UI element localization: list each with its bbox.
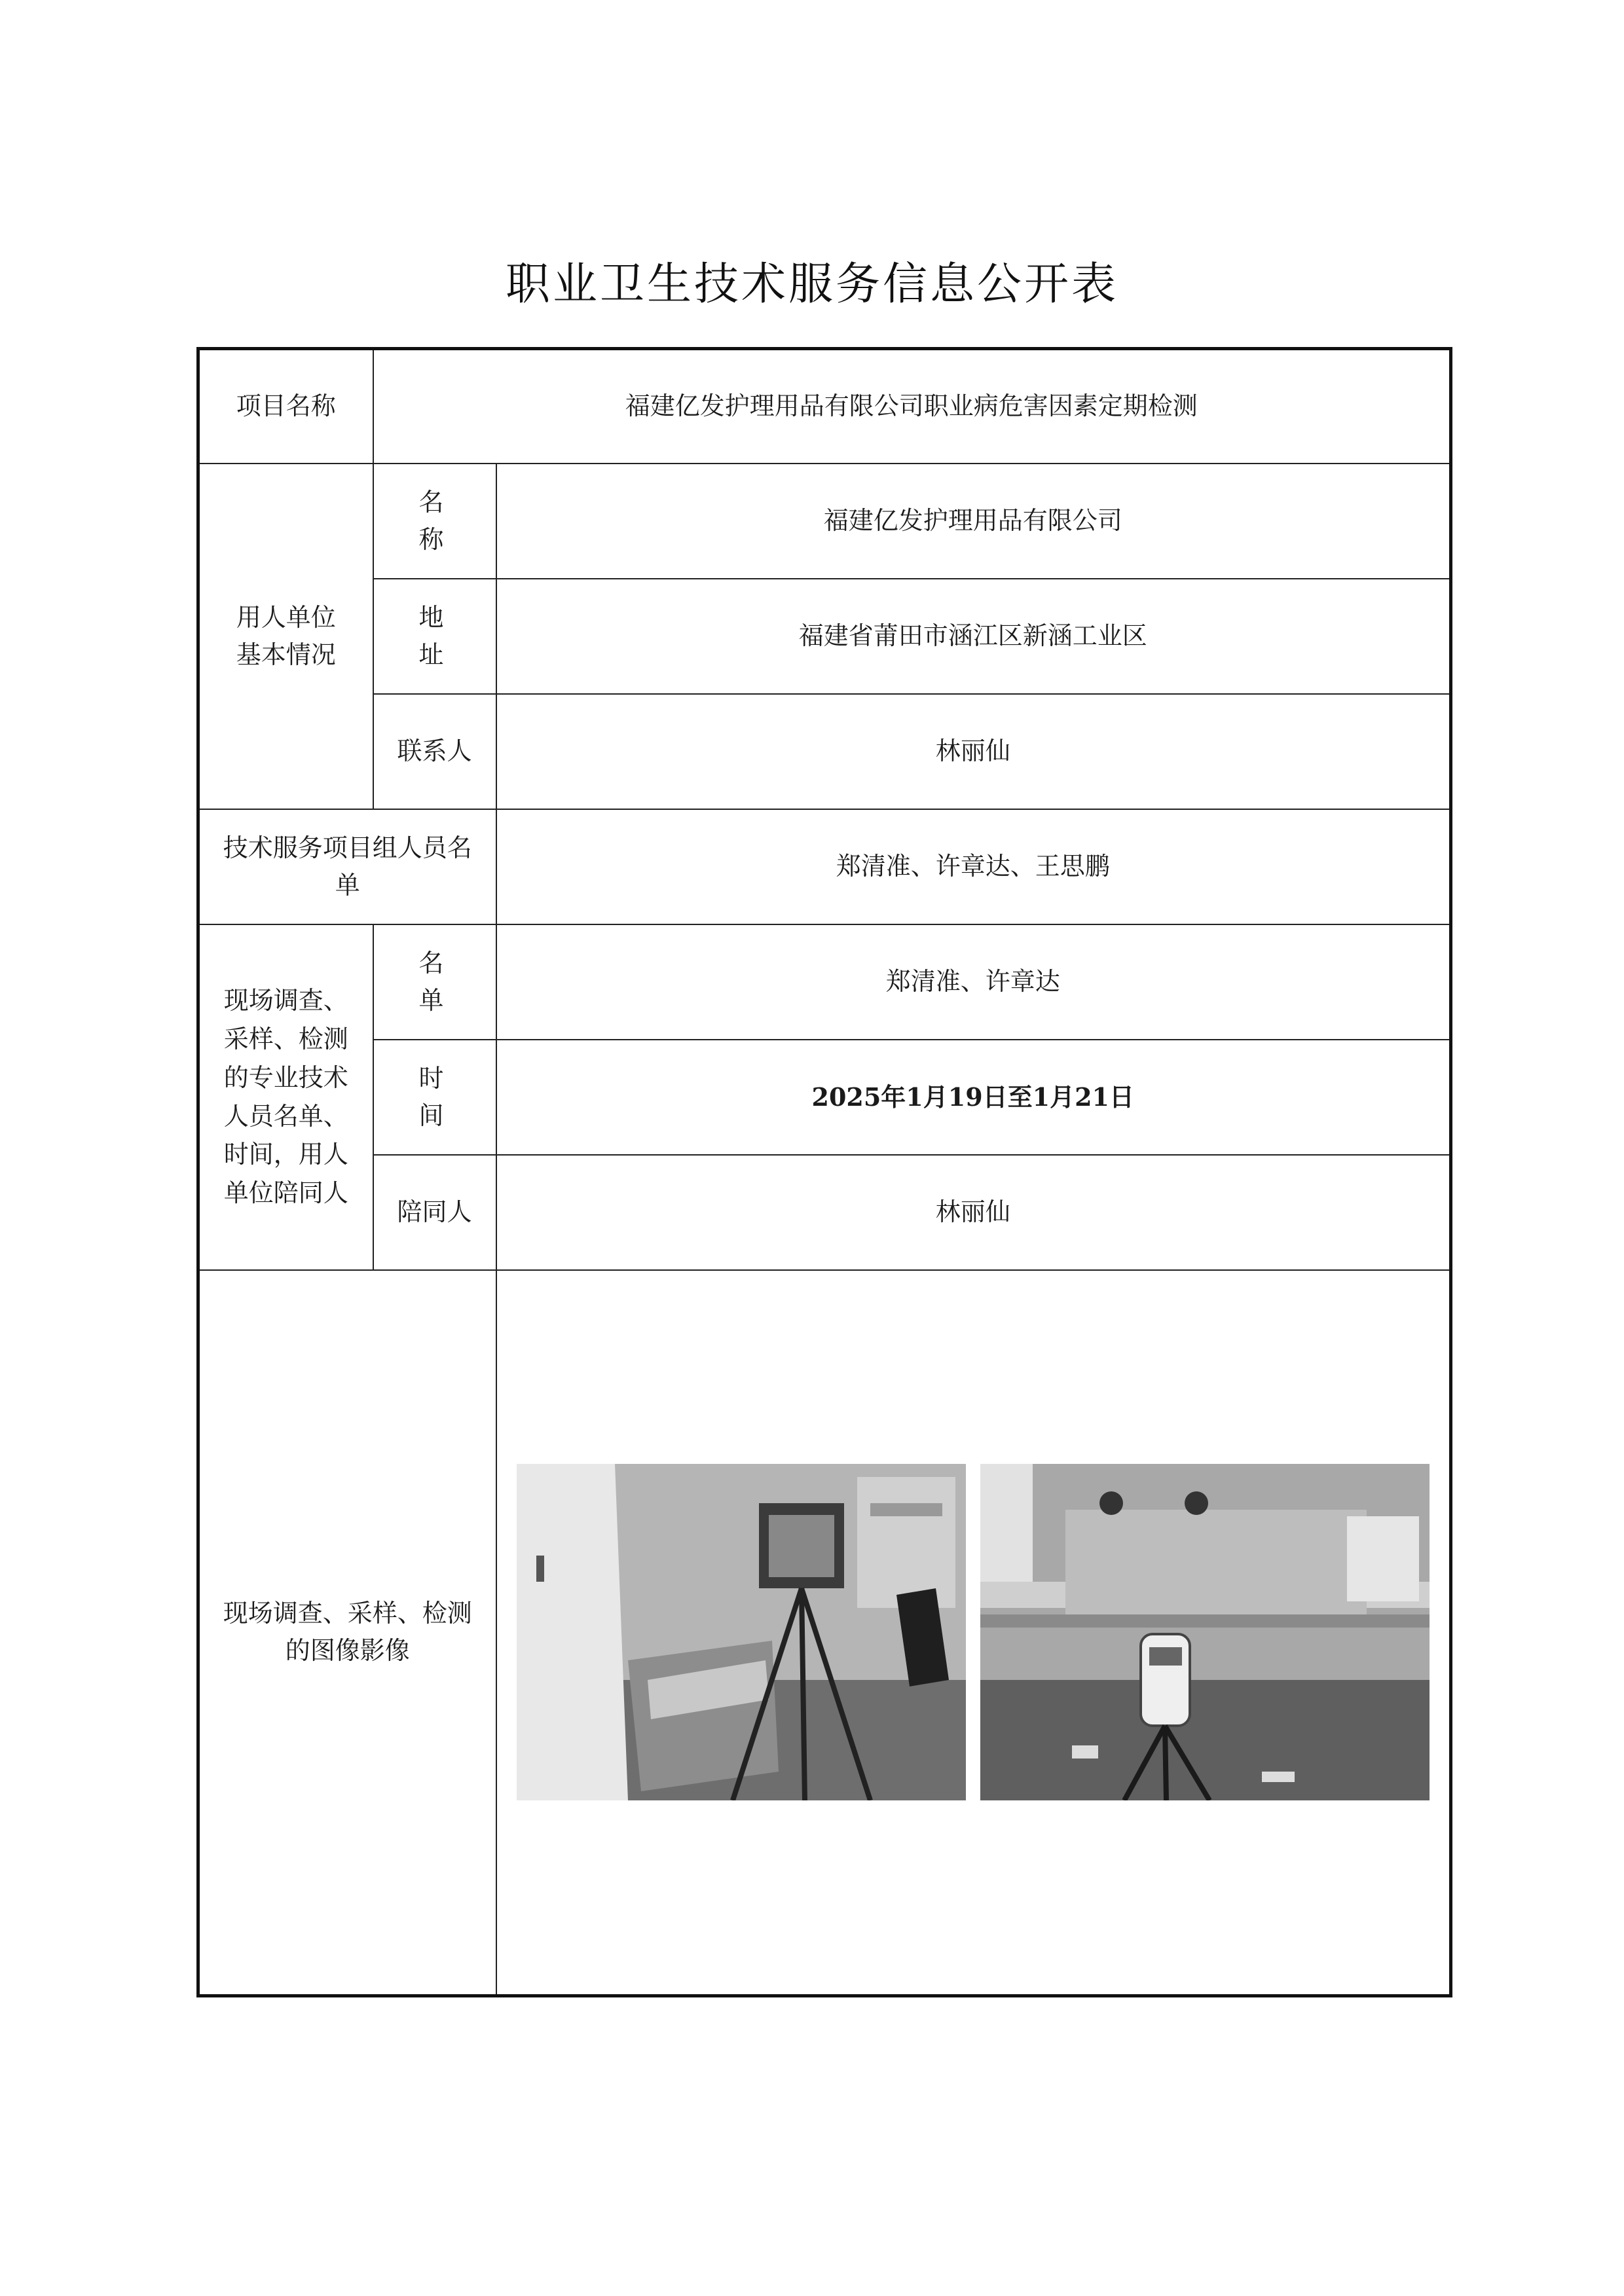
employer-name-label: 名 称	[373, 464, 496, 579]
employer-address-label: 地 址	[373, 579, 496, 694]
survey-escort-value: 林丽仙	[496, 1155, 1451, 1270]
row-employer-contact	[198, 694, 1451, 809]
employer-contact-value: 林丽仙	[496, 694, 1451, 809]
project-label: 项目名称	[198, 349, 373, 464]
survey-time-label: 时 间	[373, 1040, 496, 1155]
employer-address-value: 福建省莆田市涵江区新涵工业区	[496, 579, 1451, 694]
employer-name-value: 福建亿发护理用品有限公司	[496, 464, 1451, 579]
page-title: 职业卫生技术服务信息公开表	[505, 259, 1118, 310]
project-value: 福建亿发护理用品有限公司职业病危害因素定期检测	[373, 349, 1451, 464]
photo-group	[504, 1464, 1443, 1800]
row-survey-names	[198, 924, 1451, 1040]
images-cell	[496, 1270, 1451, 1996]
site-photo-meter	[980, 1464, 1430, 1800]
row-images	[198, 1270, 1451, 1996]
images-label: 现场调查、采样、检测的图像影像	[198, 1270, 496, 1996]
team-value: 郑清准、许章达、王思鹏	[496, 809, 1451, 924]
employer-contact-label: 联系人	[373, 694, 496, 809]
row-project	[198, 349, 1451, 464]
survey-label: 现场调查、采样、检测的专业技术人员名单、时间，用人单位陪同人	[198, 924, 373, 1270]
team-label: 技术服务项目组人员名单	[198, 809, 496, 924]
row-survey-escort	[198, 1155, 1451, 1270]
site-photo-sampler	[517, 1464, 966, 1800]
survey-names-value: 郑清准、许章达	[496, 924, 1451, 1040]
meter-photo-illustration	[980, 1464, 1430, 1800]
survey-names-label: 名 单	[373, 924, 496, 1040]
survey-escort-label: 陪同人	[373, 1155, 496, 1270]
row-employer-name	[198, 464, 1451, 579]
row-survey-time	[198, 1040, 1451, 1155]
employer-label: 用人单位基本情况	[198, 464, 373, 809]
survey-time-value: 2025年1月19日至1月21日	[496, 1040, 1451, 1155]
row-employer-address	[198, 579, 1451, 694]
info-table	[196, 347, 1452, 1997]
sampler-photo-illustration	[517, 1464, 966, 1800]
row-team	[198, 809, 1451, 924]
